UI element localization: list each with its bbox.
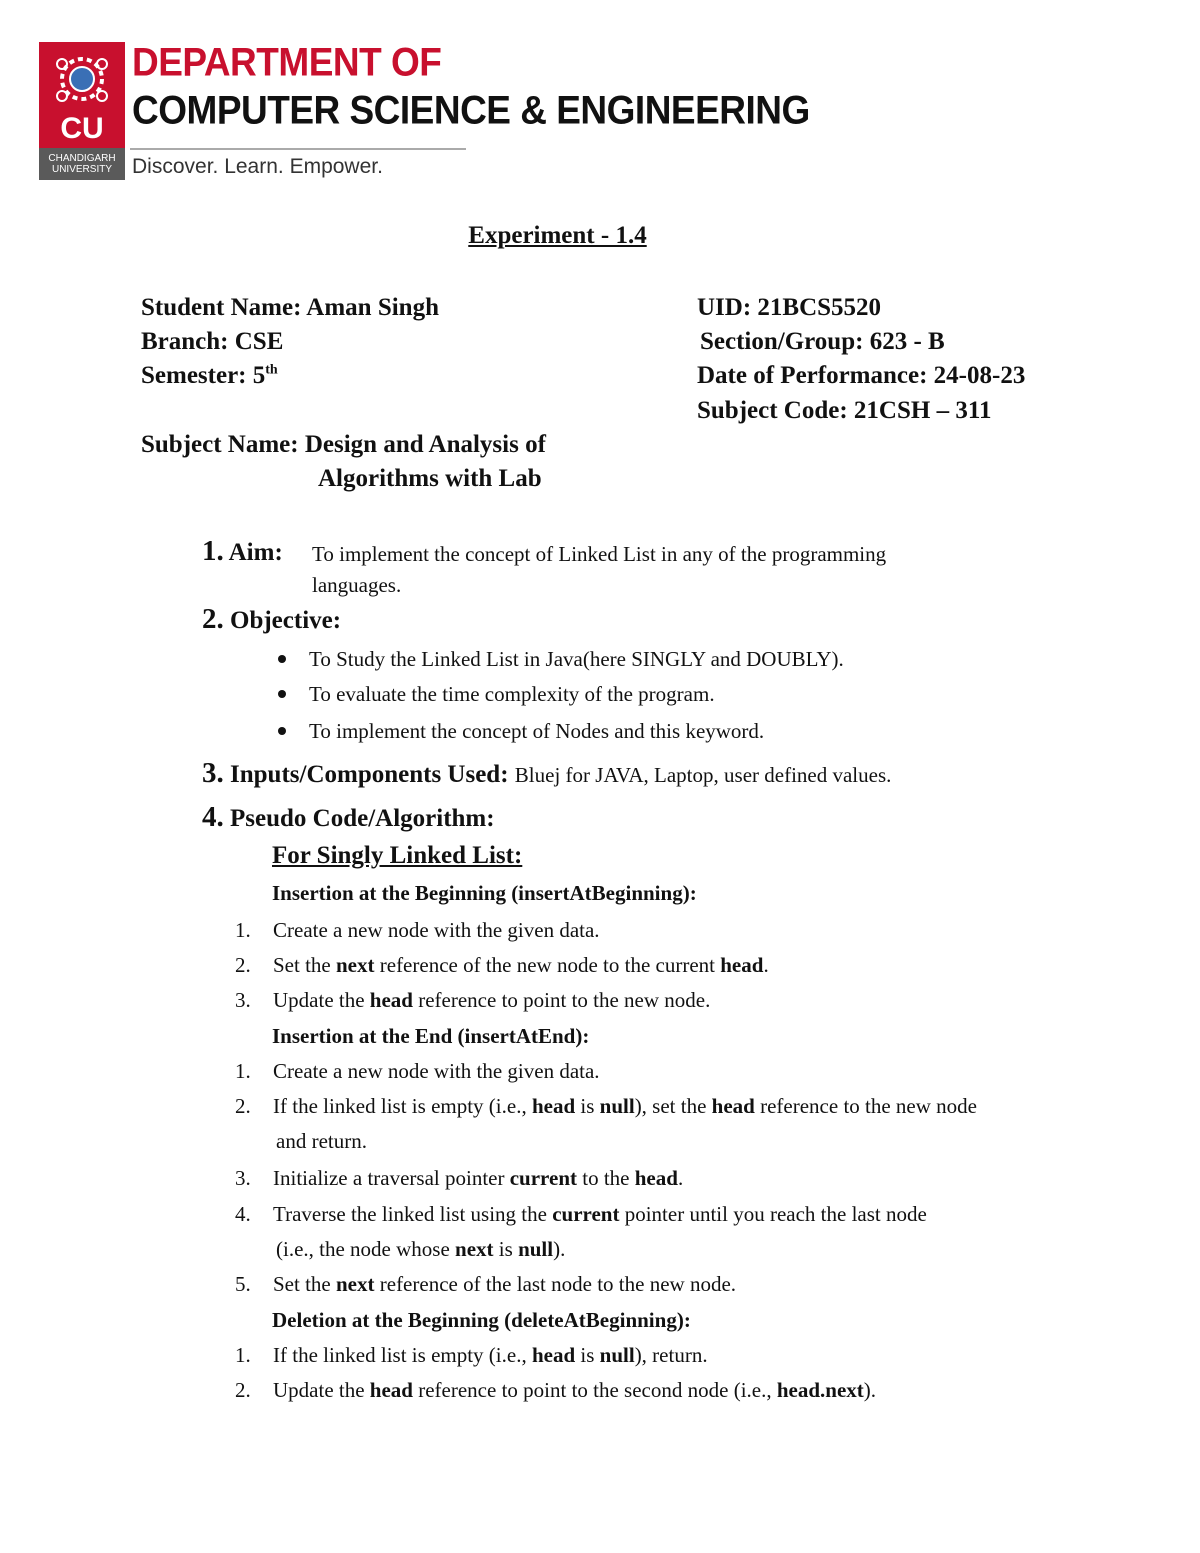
section-insert-beginning: Insertion at the Beginning (insertAtBeginning):: [272, 881, 697, 905]
step-text: Create a new node with the given data.: [273, 1059, 600, 1083]
step-text: Create a new node with the given data.: [273, 918, 600, 942]
logo-sub-line2: UNIVERSITY: [51, 164, 112, 175]
step-number: 2.: [235, 1378, 251, 1402]
objective-item: To implement the concept of Nodes and this keyword.: [309, 719, 765, 743]
singly-linked-list-subtitle: For Singly Linked List:: [272, 842, 523, 869]
step-text: Update the head reference to point to the new node.: [273, 988, 711, 1012]
uid: UID: 21BCS5520: [697, 294, 882, 321]
semester-sup: th: [265, 362, 278, 378]
inputs-heading: [202, 757, 891, 790]
step-number: 2.: [235, 1094, 251, 1118]
step-number: 5.: [235, 1272, 251, 1296]
logo-sub-line1: CHANDIGARH: [48, 153, 116, 164]
objective-number: 2.: [202, 603, 224, 635]
inputs-label: Inputs/Components Used:: [230, 761, 509, 788]
branch: Branch: CSE: [141, 328, 284, 355]
step-number: 1.: [235, 918, 251, 942]
step-number: 3.: [235, 1166, 251, 1190]
date-of-performance: Date of Performance: 24-08-23: [697, 362, 1026, 389]
aim-label: Aim:: [228, 539, 283, 566]
aim-heading: [202, 535, 283, 568]
aim-text-line1: To implement the concept of Linked List in any of the programming: [312, 542, 887, 566]
semester: [141, 362, 278, 390]
inputs-text: Bluej for JAVA, Laptop, user defined values.: [514, 763, 892, 787]
aim-number: 1.: [202, 535, 224, 567]
bullet-icon: [278, 690, 286, 698]
pseudo-label: Pseudo Code/Algorithm:: [230, 805, 495, 832]
subject-name-line1: Subject Name: Design and Analysis of: [141, 431, 546, 458]
objective-item: To Study the Linked List in Java(here SINGLY and DOUBLY).: [309, 647, 844, 671]
step-number: 1.: [235, 1059, 251, 1083]
step-text: Set the next reference of the new node to the current head.: [273, 953, 769, 977]
bullet-icon: [278, 727, 286, 735]
step-text-continued: (i.e., the node whose next is null).: [276, 1237, 566, 1261]
step-text: Update the head reference to point to the second node (i.e., head.next).: [273, 1378, 877, 1402]
objective-item: To evaluate the time complexity of the program.: [309, 682, 715, 706]
step-text: Set the next reference of the last node to the new node.: [273, 1272, 737, 1296]
semester-value: Semester: 5: [141, 362, 266, 389]
section-insert-end: Insertion at the End (insertAtEnd):: [272, 1024, 590, 1048]
inputs-number: 3.: [202, 757, 224, 789]
subject-code: Subject Code: 21CSH – 311: [697, 397, 992, 424]
subject-name-line2: Algorithms with Lab: [318, 465, 542, 492]
header-divider: [130, 148, 466, 150]
university-logo: [39, 42, 125, 180]
department-heading-line1: DEPARTMENT OF: [132, 40, 442, 85]
step-text: If the linked list is empty (i.e., head is null), return.: [273, 1343, 708, 1367]
logo-university-label: [39, 148, 125, 180]
step-number: 3.: [235, 988, 251, 1012]
bullet-icon: [278, 655, 286, 663]
department-heading-line2: COMPUTER SCIENCE & ENGINEERING: [132, 88, 810, 133]
step-number: 4.: [235, 1202, 251, 1226]
logo-cu-text: CU: [60, 112, 104, 145]
step-text-continued: and return.: [276, 1129, 367, 1153]
step-text: If the linked list is empty (i.e., head is null), set the head reference to the new node: [273, 1094, 977, 1118]
pseudo-heading: [202, 801, 495, 834]
section-group: Section/Group: 623 - B: [700, 328, 945, 355]
step-number: 1.: [235, 1343, 251, 1367]
aim-text-line2: languages.: [312, 573, 402, 597]
student-name: Student Name: Aman Singh: [141, 294, 439, 321]
gear-emblem-icon: [39, 46, 125, 116]
pseudo-number: 4.: [202, 801, 224, 833]
section-delete-beginning: Deletion at the Beginning (deleteAtBeginning):: [272, 1308, 691, 1332]
step-text: Traverse the linked list using the current pointer until you reach the last node: [273, 1202, 927, 1226]
objective-label: Objective:: [230, 607, 342, 634]
step-text: Initialize a traversal pointer current to the head.: [273, 1166, 684, 1190]
experiment-title: Experiment - 1.4: [468, 222, 647, 249]
step-number: 2.: [235, 953, 251, 977]
tagline: Discover. Learn. Empower.: [132, 155, 383, 178]
objective-heading: [202, 603, 341, 636]
